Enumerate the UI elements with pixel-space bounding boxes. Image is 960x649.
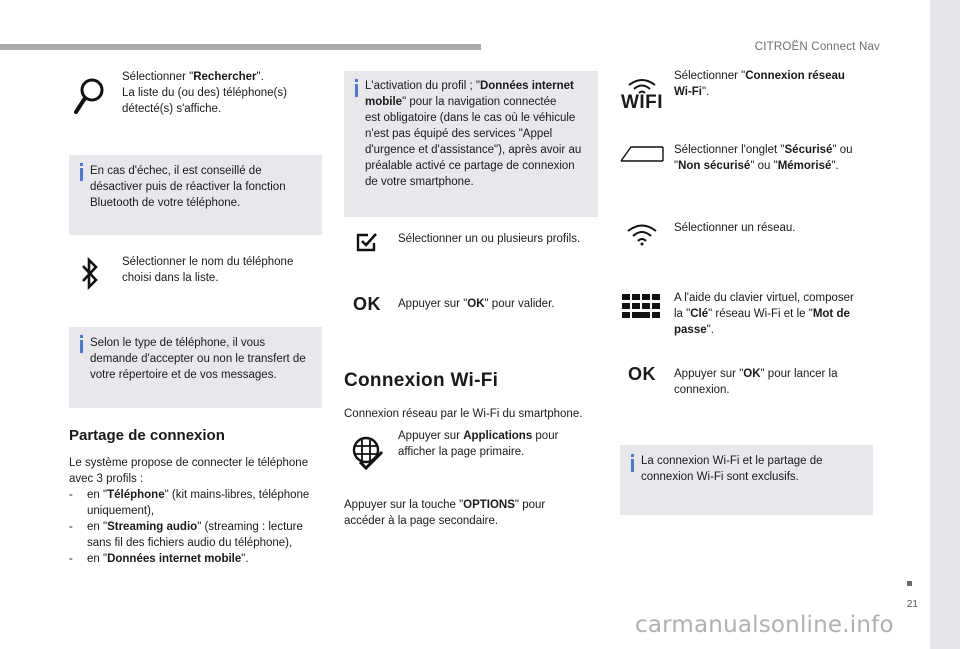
bluetooth-icon — [70, 254, 110, 294]
info-box-mobile-data: L'activation du profil ; "Données internet mobile" pour la navigation connectée est obligatoire (dans le cas où le véhicule n'est pas équipé des services "Appel d'urgence et d'assistance"), après avoir au préalable activé ce partage de connexion de votre smartphone. — [344, 71, 598, 217]
info-box-bluetooth-failure: En cas d'échec, il est conseillé de désactiver puis de réactiver la fonction Bluetooth de votre téléphone. — [69, 155, 322, 235]
info-icon — [80, 340, 83, 353]
info-icon — [80, 168, 83, 181]
info-box-wifi-exclusive: La connexion Wi-Fi et le partage de connexion Wi-Fi sont exclusifs. — [620, 445, 873, 515]
watermark: carmanualsonline.info — [635, 612, 894, 638]
page-marker — [907, 581, 912, 586]
partage-intro: Le système propose de connecter le téléphone avec 3 profils : - en "Téléphone" (kit mains-libres, téléphone uniquement), - en "Streaming audio" (streaming : lecture sans fil des fichiers audio du téléphone), - en "Données internet mobile". — [69, 455, 329, 567]
keyboard-icon — [620, 292, 662, 322]
section-title-partage: Partage de connexion — [69, 427, 225, 444]
info-box-phone-transfer: Selon le type de téléphone, il vous demande d'accepter ou non le transfert de votre répertoire et de vos messages. — [69, 327, 322, 408]
col1-step2-text: Sélectionner le nom du téléphone choisi dans la liste. — [122, 256, 294, 284]
select-network-text: Sélectionner un réseau. — [674, 222, 796, 234]
list-item: - en "Données internet mobile". — [69, 551, 329, 567]
search-icon — [66, 72, 114, 120]
page-number: 21 — [906, 599, 918, 610]
applications-icon — [348, 432, 386, 472]
col1-step1-text: Sélectionner "Rechercher". La liste du (ou des) téléphone(s) détecté(s) s'affiche. — [122, 71, 287, 115]
tab-icon — [618, 142, 666, 166]
info-icon — [355, 84, 358, 97]
top-rule — [0, 44, 481, 50]
wifi-icon: WIFI — [618, 74, 666, 114]
launch-connection-text: Appuyer sur "OK" pour lancer la connexion. — [674, 368, 838, 396]
wifi-connection-text: Sélectionner "Connexion réseau Wi-Fi". — [674, 70, 845, 98]
list-item: - en "Téléphone" (kit mains-libres, téléphone uniquement), — [69, 487, 329, 519]
select-profiles-text: Sélectionner un ou plusieurs profils. — [398, 233, 581, 245]
list-item: - en "Streaming audio" (streaming : lecture sans fil des fichiers audio du téléphone), — [69, 519, 329, 551]
right-margin-band — [930, 0, 960, 649]
validate-ok-text: Appuyer sur "OK" pour valider. — [398, 298, 555, 310]
virtual-keyboard-text: A l'aide du clavier virtuel, composer la "Clé" réseau Wi-Fi et le "Mot de passe". — [674, 292, 854, 336]
wifi-signal-icon — [620, 220, 664, 248]
applications-text: Appuyer sur Applications pour afficher la page primaire. — [398, 430, 559, 458]
header-title: CITROËN Connect Nav — [754, 41, 880, 53]
info-icon — [631, 459, 634, 472]
profile-list — [69, 487, 329, 567]
options-text: Appuyer sur la touche "OPTIONS" pour accéder à la page secondaire. — [344, 499, 546, 527]
checkbox-icon — [350, 228, 384, 256]
wifi-intro: Connexion réseau par le Wi-Fi du smartphone. — [344, 408, 583, 420]
ok-icon: OK — [628, 364, 656, 384]
section-title-wifi: Connexion Wi-Fi — [344, 370, 499, 391]
security-tab-text: Sélectionner l'onglet "Sécurisé" ou "Non sécurisé" ou "Mémorisé". — [674, 144, 853, 172]
ok-icon: OK — [353, 294, 381, 314]
